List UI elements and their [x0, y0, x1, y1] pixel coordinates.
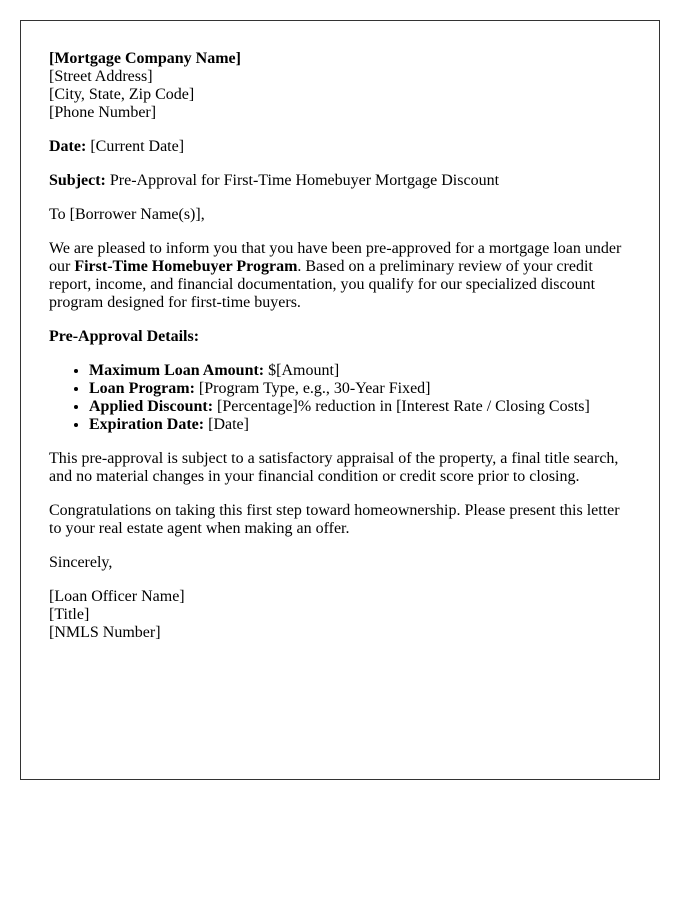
congratulations-paragraph: Congratulations on taking this first step toward homeownership. Please present this letter to your real estate agent when making an offer.: [49, 502, 620, 537]
letter-page: [20, 20, 660, 780]
date-label: Date:: [49, 138, 87, 155]
street-address: [Street Address]: [49, 68, 153, 85]
subject-value: Pre-Approval for First-Time Homebuyer Mortgage Discount: [109, 172, 500, 189]
details-heading: [49, 328, 631, 346]
city-state-zip: [City, State, Zip Code]: [49, 86, 195, 103]
detail-label: Loan Program:: [89, 380, 195, 397]
detail-value: [Program Type, e.g., 30-Year Fixed]: [198, 380, 431, 397]
detail-label: Expiration Date:: [89, 416, 205, 433]
detail-item-loan-program: [89, 380, 631, 398]
intro-text-end: . Based on a preliminary review of your credit report, income, and financial documentation, you qualify for our specialized discount program designed for first-time buyers.: [49, 258, 596, 311]
closing: Sincerely,: [49, 554, 113, 571]
subject-line: [49, 172, 631, 190]
details-heading-text: Pre-Approval Details:: [49, 328, 200, 345]
company-name: [Mortgage Company Name]: [49, 50, 241, 67]
date-line: [49, 138, 631, 156]
subject-label: Subject:: [49, 172, 106, 189]
detail-item-applied-discount: [89, 398, 631, 416]
detail-value: $[Amount]: [268, 362, 340, 379]
detail-value: [Percentage]% reduction in [Interest Rate / Closing Costs]: [217, 398, 590, 415]
salutation: To [Borrower Name(s)],: [49, 206, 205, 223]
details-list: [49, 362, 631, 434]
nmls-number: [NMLS Number]: [49, 624, 161, 641]
detail-label: Applied Discount:: [89, 398, 214, 415]
loan-officer-title: [Title]: [49, 606, 90, 623]
detail-label: Maximum Loan Amount:: [89, 362, 265, 379]
phone-number: [Phone Number]: [49, 104, 157, 121]
detail-item-max-loan: [89, 362, 631, 380]
loan-officer-name: [Loan Officer Name]: [49, 588, 185, 605]
signature-block: [49, 588, 631, 642]
detail-value: [Date]: [208, 416, 249, 433]
program-name: First-Time Homebuyer Program: [74, 258, 298, 275]
intro-paragraph: [49, 240, 631, 312]
date-value: [Current Date]: [90, 138, 185, 155]
sender-address-block: [49, 50, 631, 122]
intro-text-start: We are pleased to inform you that you have been pre-approved for a mortgage loan under our: [49, 240, 622, 275]
conditions-paragraph: This pre-approval is subject to a satisfactory appraisal of the property, a final title search, and no material changes in your financial condition or credit score prior to closing.: [49, 450, 619, 485]
detail-item-expiration-date: [89, 416, 631, 434]
